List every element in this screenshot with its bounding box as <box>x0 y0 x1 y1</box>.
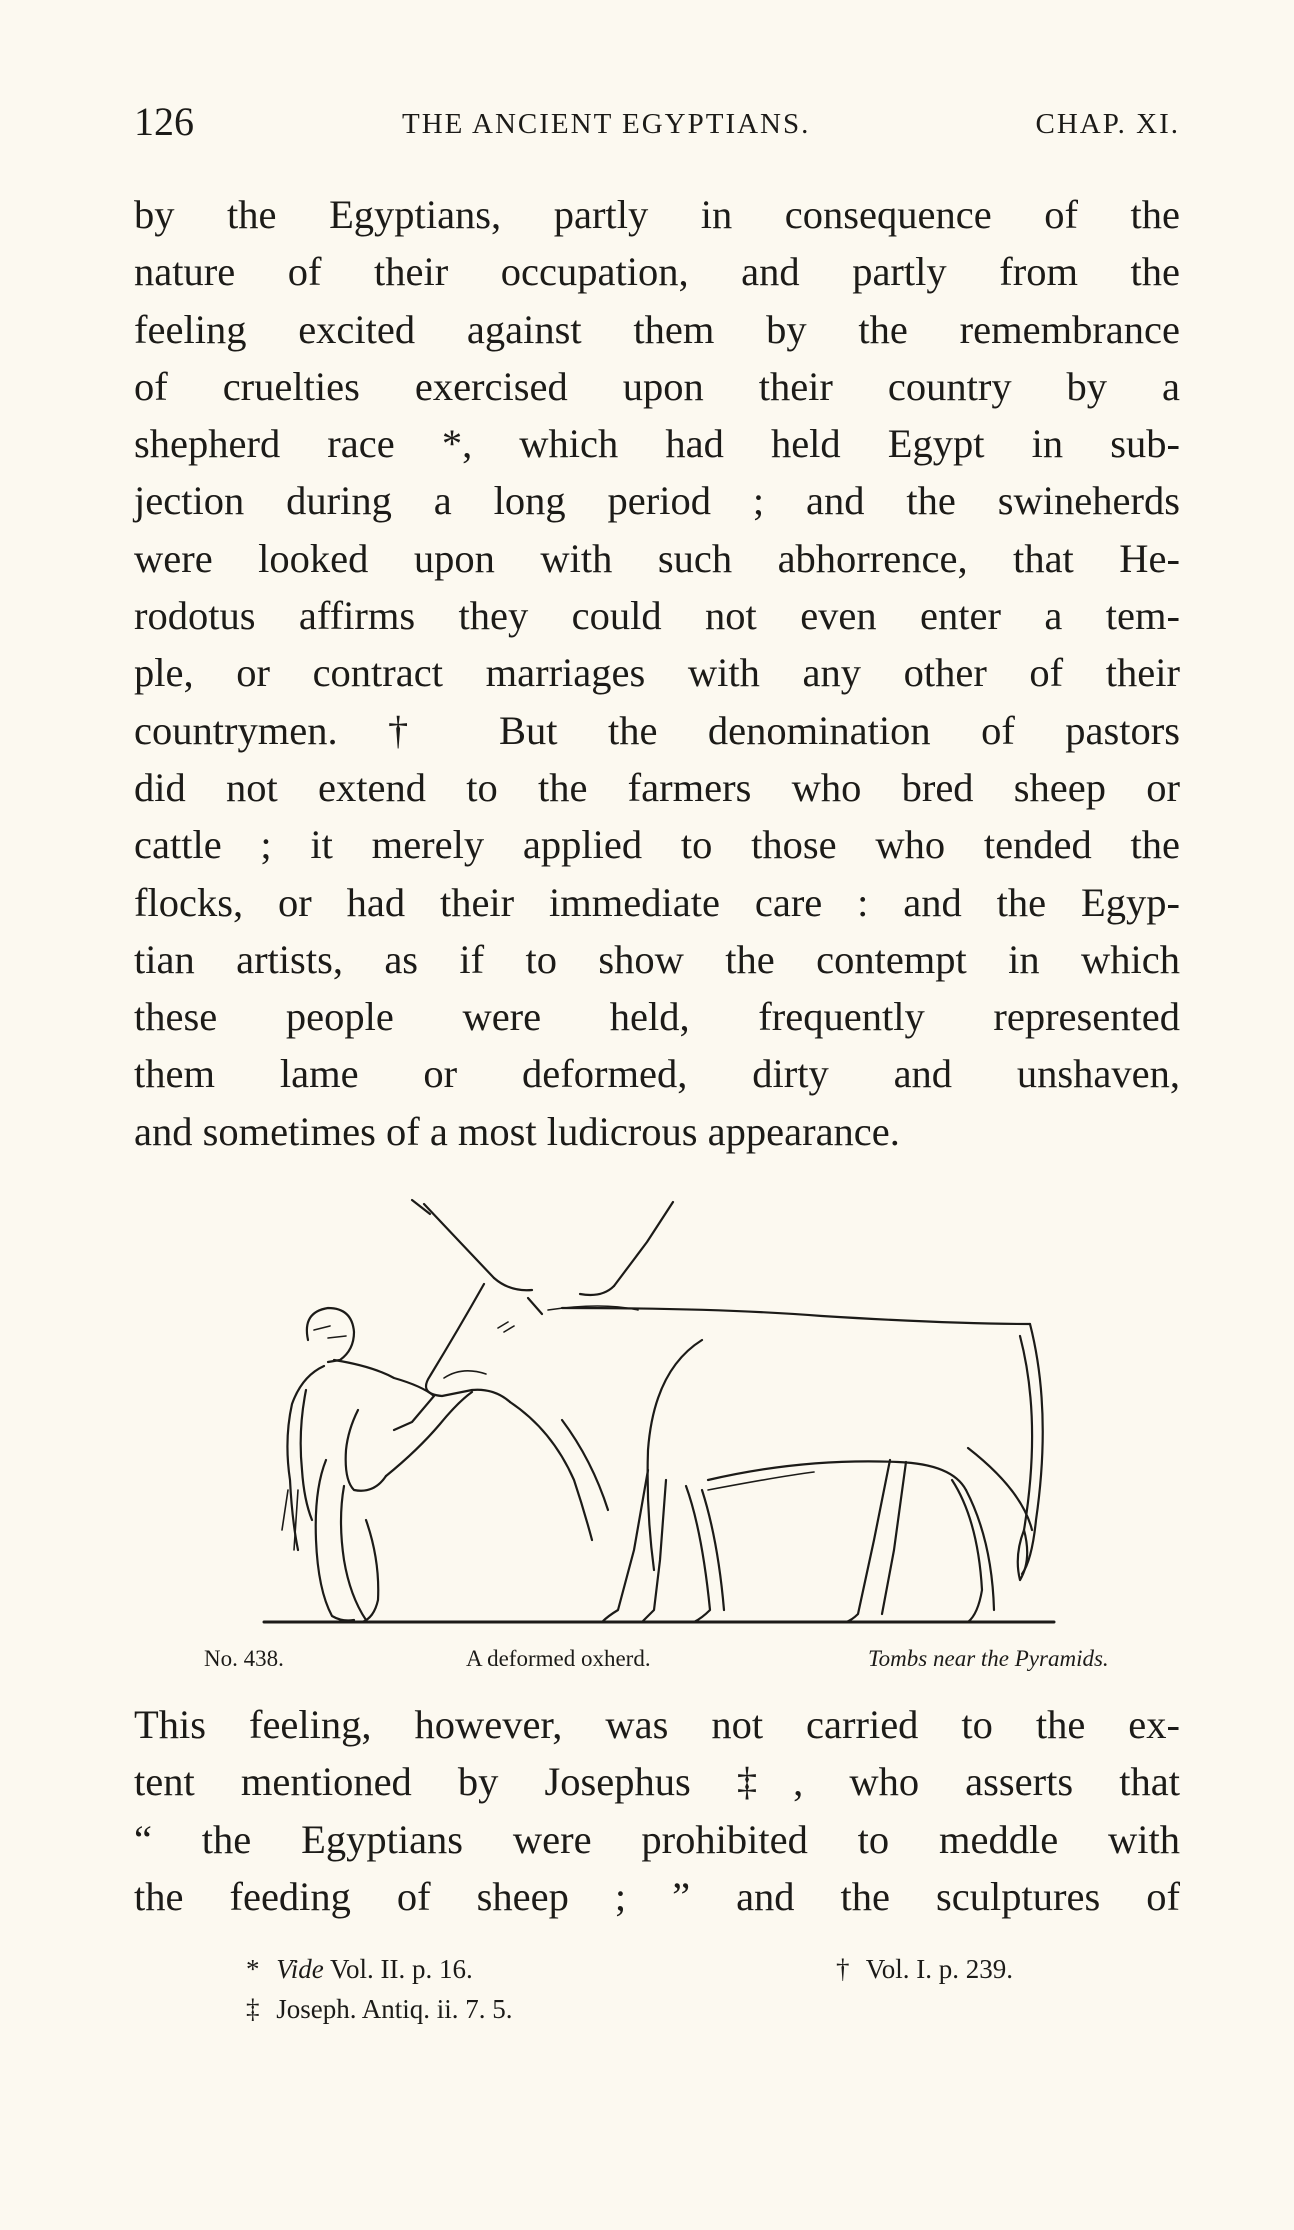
footnote-text: Joseph. Antiq. ii. 7. 5. <box>276 1994 513 2024</box>
text-line: countrymen. † But the denomination of pastors <box>134 707 1180 753</box>
text-line: did not extend to the farmers who bred sheep or <box>134 764 1180 810</box>
chapter-label: CHAP. XI. <box>1035 108 1180 140</box>
text-line: feeling excited against them by the remembrance <box>134 306 1180 352</box>
footnote-text: Vol. II. p. 16. <box>330 1954 473 1984</box>
running-title: THE ANCIENT EGYPTIANS. <box>402 108 811 140</box>
footnote-mark: * <box>246 1954 260 1984</box>
text-line: cattle ; it merely applied to those who tended the <box>134 822 1180 868</box>
text-line: these people were held, frequently represented <box>134 994 1180 1040</box>
text-line: of cruelties exercised upon their country by a <box>134 363 1180 409</box>
text-line: were looked upon with such abhorrence, that He- <box>134 535 1180 581</box>
oxherd-illustration <box>262 1190 1056 1630</box>
footnote-italic: Vide <box>276 1954 324 1984</box>
footnote <box>246 1954 473 1985</box>
footnote-mark: † <box>836 1954 850 1984</box>
footnote <box>246 1994 513 2025</box>
text-line: ple, or contract marriages with any other of their <box>134 650 1180 696</box>
figure-title: A deformed oxherd. <box>466 1646 651 1671</box>
text-line: rodotus affirms they could not even enter a tem- <box>134 593 1180 639</box>
text-line: jection during a long period ; and the swineherds <box>134 478 1180 524</box>
page-header <box>134 98 1180 158</box>
figure-caption <box>0 1646 1294 1678</box>
paragraph-1 <box>134 186 1180 1160</box>
footnote <box>836 1954 1013 1985</box>
text-line: the feeding of sheep ; ” and the sculptures of <box>134 1873 1180 1919</box>
text-line: tent mentioned by Josephus ‡, who asserts that <box>134 1759 1180 1805</box>
text-line: tian artists, as if to show the contempt in which <box>134 936 1180 982</box>
text-line: and sometimes of a most ludicrous appearance. <box>134 1108 900 1154</box>
text-line: This feeling, however, was not carried to the ex- <box>134 1702 1180 1747</box>
paragraph-2 <box>134 1696 1180 1925</box>
footnote-text: Vol. I. p. 239. <box>865 1954 1014 1984</box>
text-line: them lame or deformed, dirty and unshaven, <box>134 1051 1180 1097</box>
figure-number: No. 438. <box>204 1646 284 1671</box>
text-line: “ the Egyptians were prohibited to meddle with <box>134 1816 1180 1862</box>
text-line: by the Egyptians, partly in consequence of the <box>134 192 1180 237</box>
page-number: 126 <box>134 99 194 144</box>
footnote-mark: ‡ <box>246 1994 260 2024</box>
figure-source: Tombs near the Pyramids. <box>868 1646 1109 1671</box>
text-line: flocks, or had their immediate care : and the Egyp- <box>134 879 1180 925</box>
text-line: nature of their occupation, and partly from the <box>134 249 1180 295</box>
text-line: shepherd race *, which had held Egypt in sub- <box>134 421 1180 467</box>
